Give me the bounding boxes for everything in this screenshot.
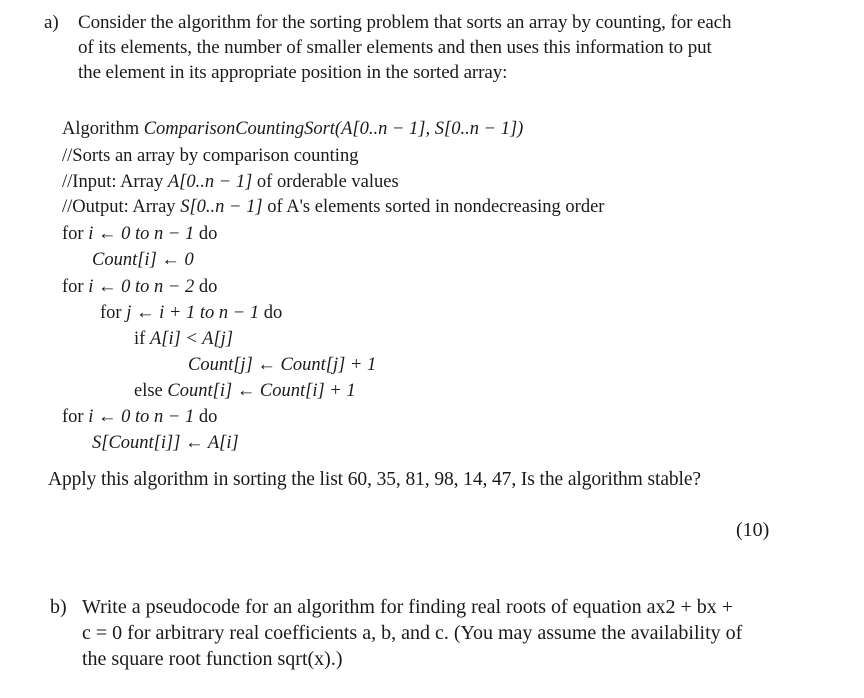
- algo-line-count-zero: Count[i] ← 0: [92, 250, 194, 270]
- algo-line-for-inner: for j ← i + 1 to n − 1 do: [100, 303, 283, 323]
- part-a-question: Apply this algorithm in sorting the list 60, 35, 81, 98, 14, 47, Is the algorithm stable?: [48, 469, 701, 490]
- part-b-line-3: the square root function sqrt(x).): [82, 648, 343, 670]
- part-b-line-2: c = 0 for arbitrary real coefficients a, b, and c. (You may assume the availability of: [82, 622, 743, 644]
- part-b-line-1: Write a pseudocode for an algorithm for finding real roots of equation ax2 + bx +: [82, 596, 734, 618]
- algo-line-count-j: Count[j] ← Count[j] + 1: [188, 355, 377, 375]
- algo-line-comment-input: //Input: Array A[0..n − 1] of orderable values: [62, 172, 399, 192]
- part-b-label: b): [50, 596, 67, 618]
- part-a-intro-line-3: the element in its appropriate position in the sorted array:: [78, 62, 508, 83]
- part-a-marks: (10): [736, 519, 770, 541]
- algo-line-if: if A[i] < A[j]: [134, 329, 234, 349]
- part-a-label: a): [44, 12, 59, 33]
- algo-line-comment-output: //Output: Array S[0..n − 1] of A's elements sorted in nondecreasing order: [62, 197, 605, 217]
- algo-line-header: Algorithm ComparisonCountingSort(A[0..n − 1], S[0..n − 1]): [62, 119, 524, 139]
- algo-line-for-outer: for i ← 0 to n − 2 do: [62, 277, 218, 297]
- part-a-intro-line-2: of its elements, the number of smaller elements and then uses this information to put: [78, 37, 712, 58]
- algo-line-for-init: for i ← 0 to n − 1 do: [62, 224, 218, 244]
- algo-line-for-place: for i ← 0 to n − 1 do: [62, 407, 218, 427]
- algo-line-assign: S[Count[i]] ← A[i]: [92, 433, 239, 453]
- part-a-intro-line-1: Consider the algorithm for the sorting problem that sorts an array by counting, for each: [78, 12, 732, 33]
- algo-line-else: else Count[i] ← Count[i] + 1: [134, 381, 356, 401]
- algo-line-comment-sorts: //Sorts an array by comparison counting: [62, 146, 359, 166]
